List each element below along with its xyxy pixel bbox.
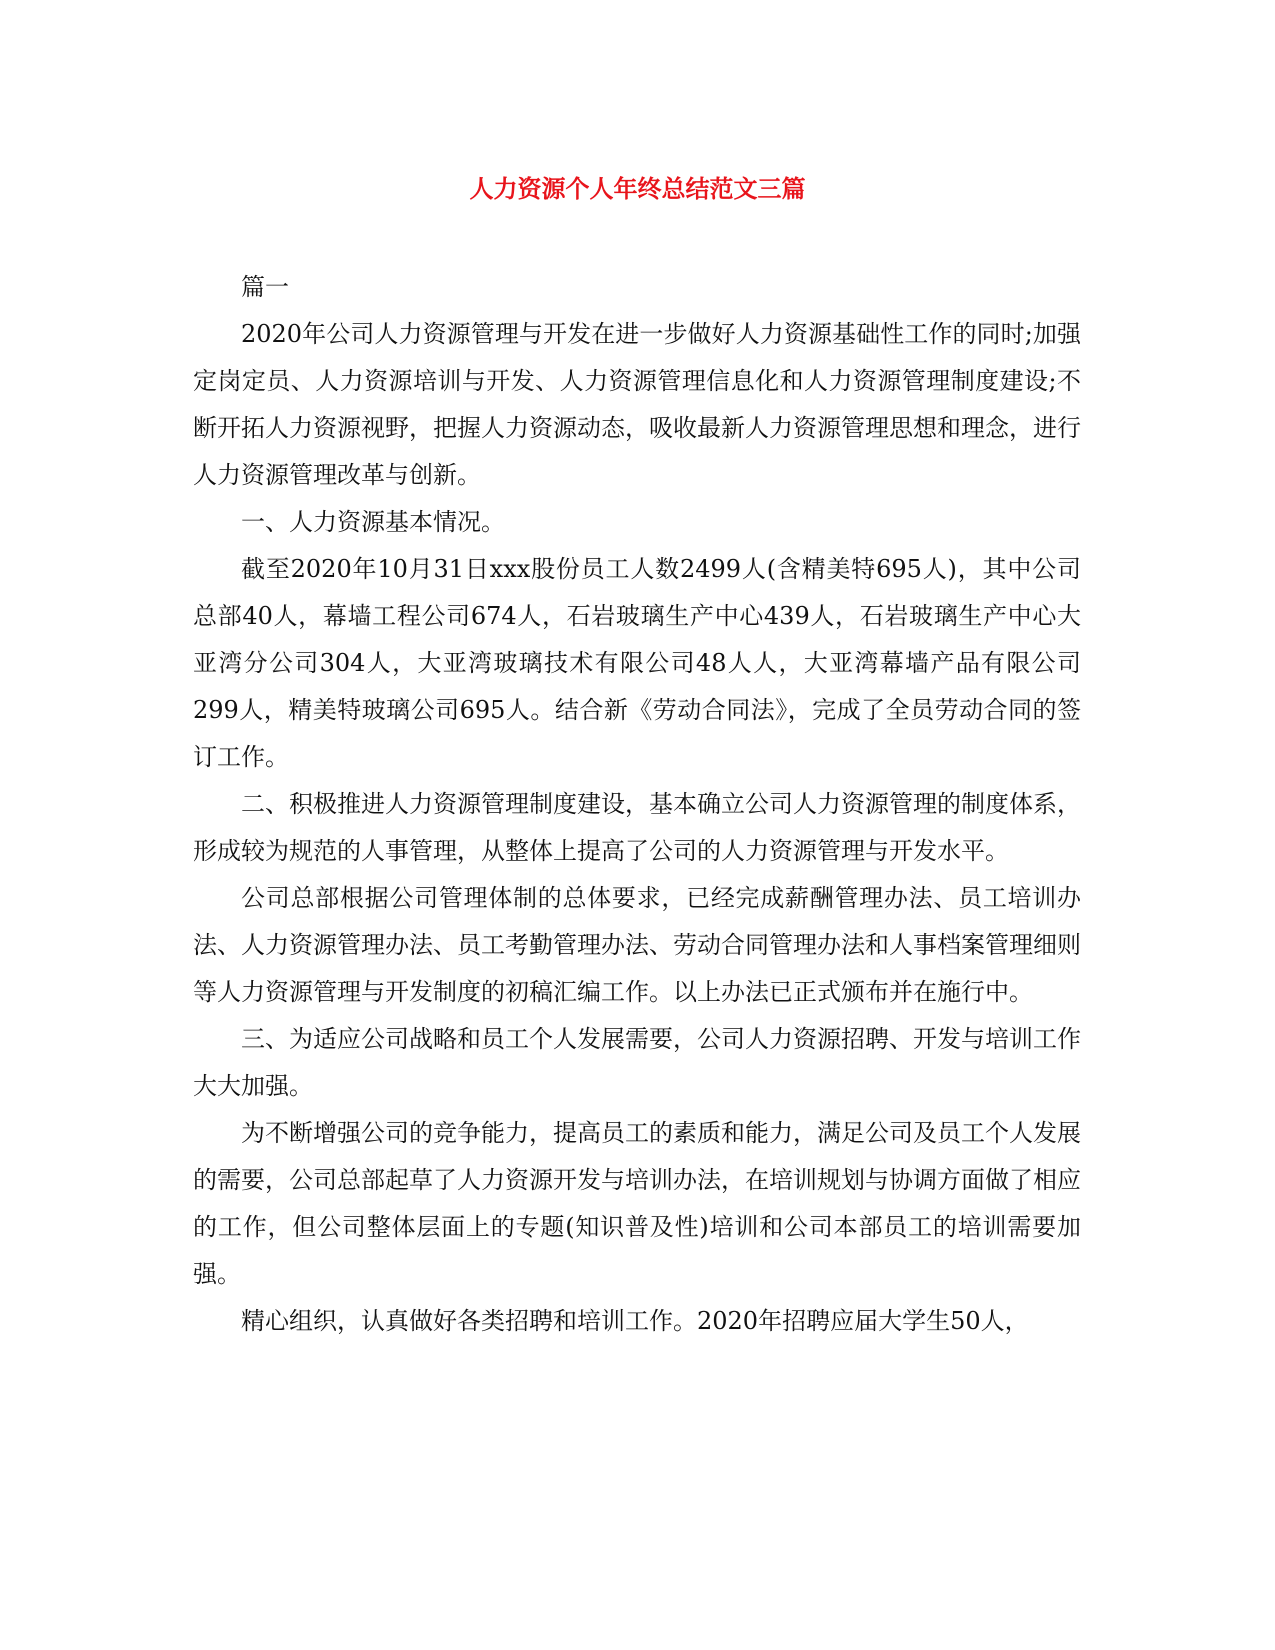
- document-title: 人力资源个人年终总结范文三篇: [469, 174, 806, 203]
- intro-paragraph: 2020年公司人力资源管理与开发在进一步做好人力资源基础性工作的同时;加强定岗定员、人力资源培训与开发、人力资源管理信息化和人力资源管理制度建设;不断开拓人力资源视野，把握人力资源动态，吸收最新人力资源管理思想和理念，进行人力资源管理改革与创新。: [193, 320, 1081, 489]
- section-heading-basic-situation: 一、人力资源基本情况。: [241, 508, 505, 536]
- policy-drafting-paragraph: 公司总部根据公司管理体制的总体要求，已经完成薪酬管理办法、员工培训办法、人力资源管理办法、员工考勤管理办法、劳动合同管理办法和人事档案管理细则等人力资源管理与开发制度的初稿汇编工作。以上办法已正式颁布并在施行中。: [193, 884, 1081, 1006]
- section-heading-recruitment-training: 三、为适应公司战略和员工个人发展需要，公司人力资源招聘、开发与培训工作大大加强。: [193, 1025, 1081, 1100]
- recruitment-paragraph: 精心组织，认真做好各类招聘和培训工作。2020年招聘应届大学生50人，: [241, 1307, 1029, 1335]
- document-body: [193, 264, 1081, 1345]
- training-development-paragraph: 为不断增强公司的竞争能力，提高员工的素质和能力，满足公司及员工个人发展的需要，公司总部起草了人力资源开发与培训办法，在培训规划与协调方面做了相应的工作，但公司整体层面上的专题(知识普及性)培训和公司本部员工的培训需要加强。: [193, 1119, 1081, 1288]
- staff-count-paragraph: 截至2020年10月31日xxx股份员工人数2499人(含精美特695人)，其中公司总部40人，幕墙工程公司674人，石岩玻璃生产中心439人，石岩玻璃生产中心大亚湾分公司304人，大亚湾玻璃技术有限公司48人人，大亚湾幕墙产品有限公司299人，精美特玻璃公司695人。结合新《劳动合同法》，完成了全员劳动合同的签订工作。: [193, 555, 1081, 771]
- section-heading-system-building: 二、积极推进人力资源管理制度建设，基本确立公司人力资源管理的制度体系，形成较为规范的人事管理，从整体上提高了公司的人力资源管理与开发水平。: [193, 790, 1081, 865]
- section-heading-part-one: 篇一: [241, 273, 289, 301]
